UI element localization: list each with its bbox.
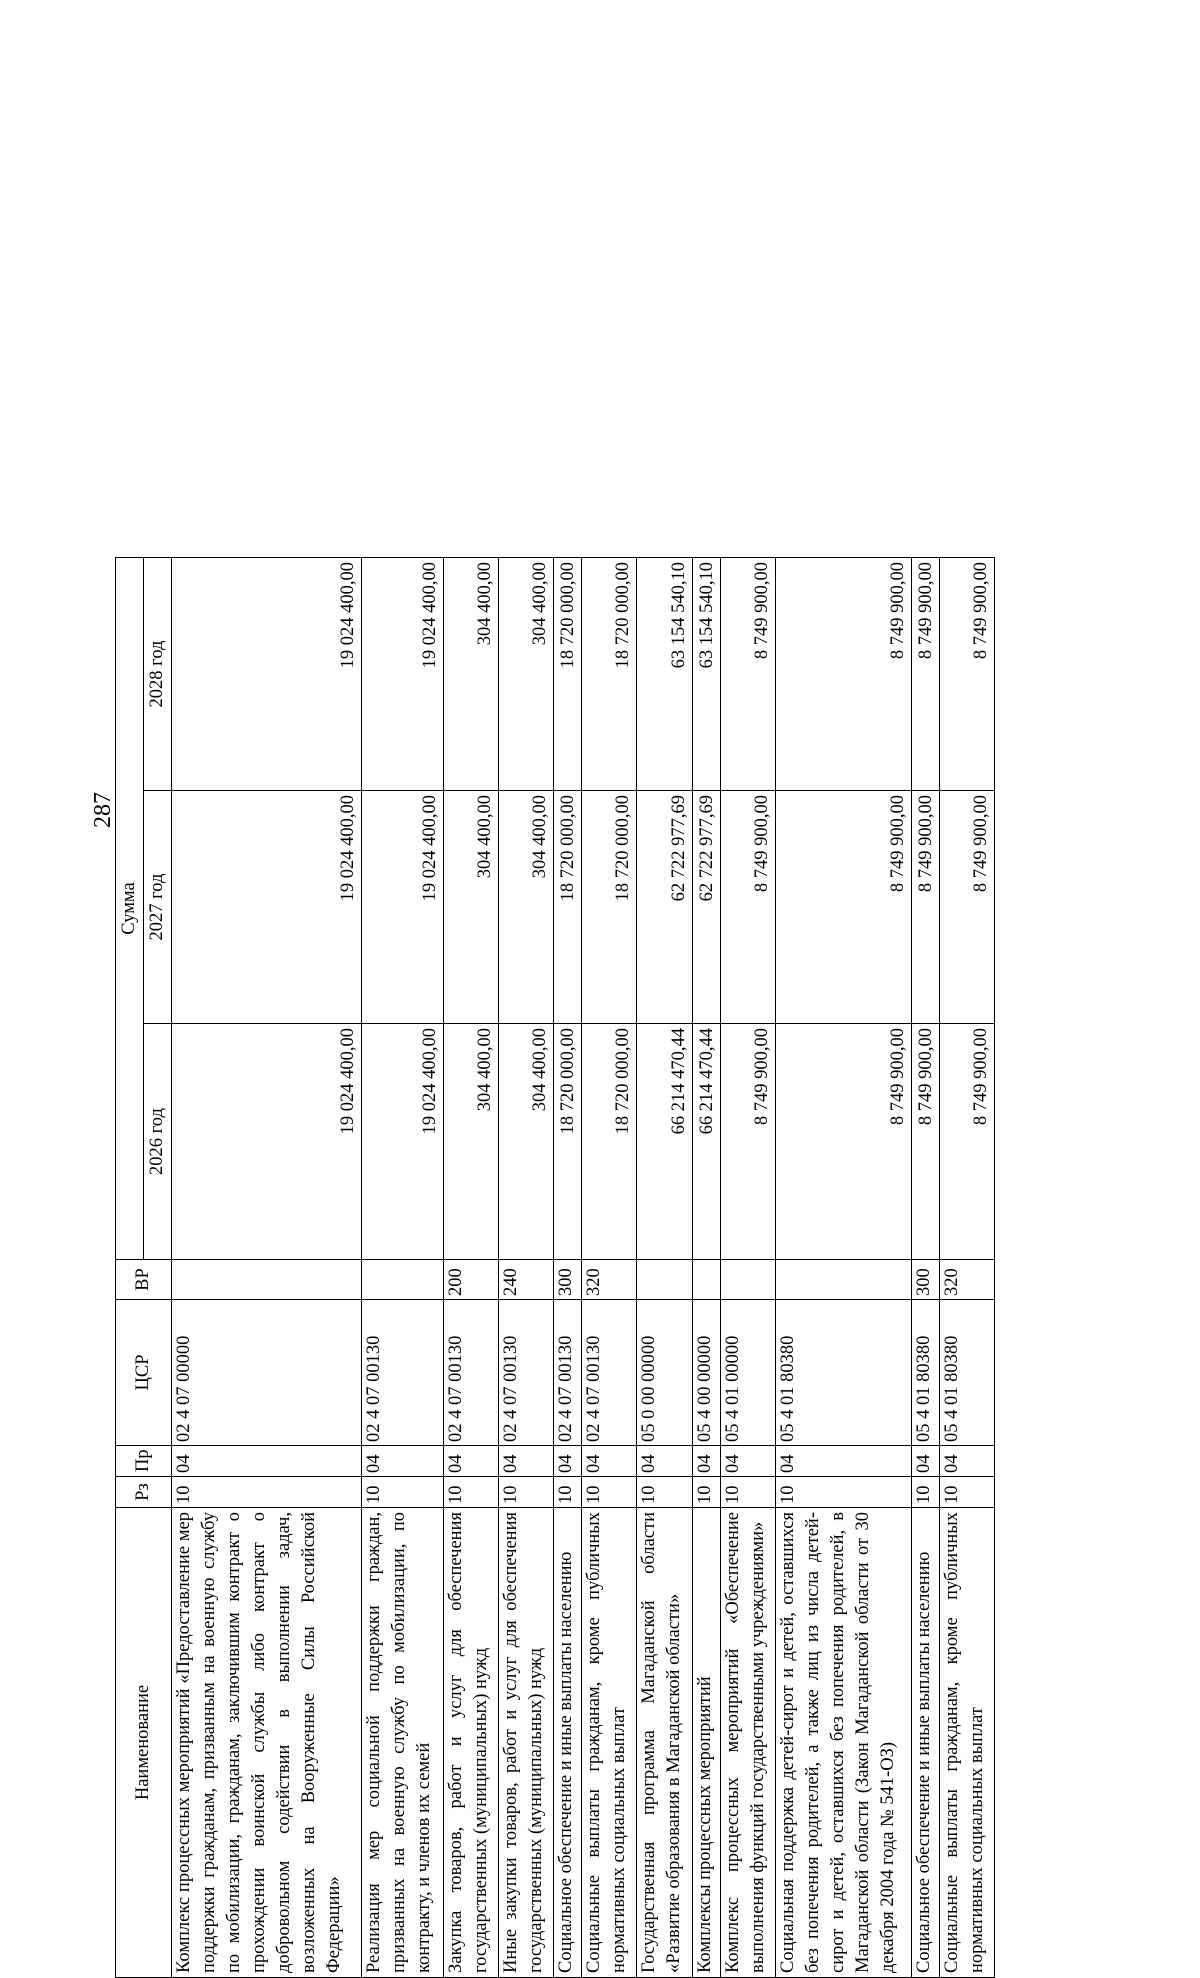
- row-pr: 04: [499, 1446, 554, 1477]
- row-name: Комплексы процессных мероприятий: [692, 1508, 720, 1978]
- table-row: [939, 557, 994, 1977]
- table-row: [911, 557, 939, 1977]
- row-name: Социальное обеспечение и иные выплаты населению: [911, 1508, 939, 1978]
- row-2028: 304 400,00: [444, 557, 499, 790]
- row-csr: 02 4 07 00130: [362, 1300, 444, 1446]
- row-rz: 10: [444, 1477, 499, 1508]
- row-vr: 200: [444, 1260, 499, 1300]
- row-2027: 18 720 000,00: [554, 791, 582, 1024]
- row-pr: 04: [775, 1446, 911, 1477]
- row-pr: 04: [554, 1446, 582, 1477]
- row-2028: 8 749 900,00: [939, 557, 994, 790]
- header-row-1: [116, 557, 144, 1977]
- row-pr: 04: [444, 1446, 499, 1477]
- row-2026: 18 720 000,00: [554, 1024, 582, 1260]
- row-pr: 04: [692, 1446, 720, 1477]
- row-rz: 10: [362, 1477, 444, 1508]
- row-2026: 8 749 900,00: [720, 1024, 775, 1260]
- row-2028: 19 024 400,00: [172, 557, 362, 790]
- row-2028: 18 720 000,00: [554, 557, 582, 790]
- row-csr: 05 4 01 80380: [775, 1300, 911, 1446]
- row-pr: 04: [362, 1446, 444, 1477]
- row-csr: 02 4 07 00130: [444, 1300, 499, 1446]
- row-2026: 66 214 470,44: [637, 1024, 692, 1260]
- col-header-rz: Рз: [116, 1477, 172, 1508]
- table-row: [775, 557, 911, 1977]
- row-rz: 10: [911, 1477, 939, 1508]
- row-2026: 8 749 900,00: [939, 1024, 994, 1260]
- row-csr: 05 4 00 00000: [692, 1300, 720, 1446]
- row-vr: [172, 1260, 362, 1300]
- row-rz: 10: [172, 1477, 362, 1508]
- row-csr: 05 4 01 00000: [720, 1300, 775, 1446]
- col-header-2027: 2027 год: [144, 791, 172, 1024]
- row-rz: 10: [939, 1477, 994, 1508]
- budget-table-container: [115, 558, 995, 1978]
- row-2027: 8 749 900,00: [939, 791, 994, 1024]
- row-2027: 62 722 977,69: [637, 791, 692, 1024]
- row-2026: 8 749 900,00: [911, 1024, 939, 1260]
- row-name: Социальные выплаты гражданам, кроме публичных нормативных социальных выплат: [939, 1508, 994, 1978]
- row-2026: 19 024 400,00: [172, 1024, 362, 1260]
- row-pr: 04: [172, 1446, 362, 1477]
- row-vr: [775, 1260, 911, 1300]
- row-vr: [637, 1260, 692, 1300]
- row-2027: 62 722 977,69: [692, 791, 720, 1024]
- col-header-2026: 2026 год: [144, 1024, 172, 1260]
- row-2027: 18 720 000,00: [582, 791, 637, 1024]
- row-2026: 8 749 900,00: [775, 1024, 911, 1260]
- row-rz: 10: [554, 1477, 582, 1508]
- row-name: Комплекс процессных мероприятий «Обеспечение выполнения функций государственными учреждениями»: [720, 1508, 775, 1978]
- row-csr: 05 4 01 80380: [911, 1300, 939, 1446]
- row-name: Государственная программа Магаданской области «Развитие образования в Магаданской области»: [637, 1508, 692, 1978]
- page-number: 287: [90, 792, 116, 828]
- row-2026: 304 400,00: [499, 1024, 554, 1260]
- row-2028: 63 154 540,10: [637, 557, 692, 790]
- budget-table: [115, 557, 995, 1978]
- row-vr: 240: [499, 1260, 554, 1300]
- row-name: Социальное обеспечение и иные выплаты населению: [554, 1508, 582, 1978]
- row-pr: 04: [637, 1446, 692, 1477]
- row-2028: 8 749 900,00: [775, 557, 911, 790]
- row-2028: 18 720 000,00: [582, 557, 637, 790]
- row-rz: 10: [582, 1477, 637, 1508]
- table-row: [172, 557, 362, 1977]
- row-rz: 10: [720, 1477, 775, 1508]
- row-pr: 04: [720, 1446, 775, 1477]
- row-2028: 19 024 400,00: [362, 557, 444, 790]
- row-2028: 8 749 900,00: [720, 557, 775, 790]
- row-pr: 04: [582, 1446, 637, 1477]
- row-rz: 10: [499, 1477, 554, 1508]
- row-2026: 19 024 400,00: [362, 1024, 444, 1260]
- col-header-name: Наименование: [116, 1508, 172, 1978]
- row-csr: 05 0 00 00000: [637, 1300, 692, 1446]
- row-2028: 63 154 540,10: [692, 557, 720, 790]
- row-2027: 8 749 900,00: [911, 791, 939, 1024]
- row-name: Закупка товаров, работ и услуг для обеспечения государственных (муниципальных) нужд: [444, 1508, 499, 1978]
- row-2027: 304 400,00: [499, 791, 554, 1024]
- col-header-sum: Сумма: [116, 557, 144, 1259]
- row-2026: 66 214 470,44: [692, 1024, 720, 1260]
- row-name: Иные закупки товаров, работ и услуг для обеспечения государственных (муниципальных) нужд: [499, 1508, 554, 1978]
- row-rz: 10: [637, 1477, 692, 1508]
- row-vr: [362, 1260, 444, 1300]
- table-row: [444, 557, 499, 1977]
- table-row: [499, 557, 554, 1977]
- col-header-pr: Пр: [116, 1446, 172, 1477]
- row-rz: 10: [775, 1477, 911, 1508]
- row-csr: 02 4 07 00000: [172, 1300, 362, 1446]
- row-csr: 02 4 07 00130: [554, 1300, 582, 1446]
- row-2027: 8 749 900,00: [775, 791, 911, 1024]
- col-header-vr: ВР: [116, 1260, 172, 1300]
- row-2027: 8 749 900,00: [720, 791, 775, 1024]
- row-vr: 320: [939, 1260, 994, 1300]
- row-csr: 02 4 07 00130: [499, 1300, 554, 1446]
- row-2027: 19 024 400,00: [172, 791, 362, 1024]
- row-vr: [720, 1260, 775, 1300]
- col-header-2028: 2028 год: [144, 557, 172, 790]
- row-vr: 300: [911, 1260, 939, 1300]
- row-vr: [692, 1260, 720, 1300]
- row-name: Социальные выплаты гражданам, кроме публичных нормативных социальных выплат: [582, 1508, 637, 1978]
- row-2027: 304 400,00: [444, 791, 499, 1024]
- row-2026: 18 720 000,00: [582, 1024, 637, 1260]
- row-csr: 05 4 01 80380: [939, 1300, 994, 1446]
- row-2028: 304 400,00: [499, 557, 554, 790]
- row-2028: 8 749 900,00: [911, 557, 939, 790]
- row-2026: 304 400,00: [444, 1024, 499, 1260]
- row-vr: 300: [554, 1260, 582, 1300]
- row-vr: 320: [582, 1260, 637, 1300]
- table-row: [362, 557, 444, 1977]
- table-row: [720, 557, 775, 1977]
- row-rz: 10: [692, 1477, 720, 1508]
- row-name: Реализация мер социальной поддержки граждан, призванных на военную службу по мобилизации, по контракту, и членов их семей: [362, 1508, 444, 1978]
- row-pr: 04: [911, 1446, 939, 1477]
- row-name: Комплекс процессных мероприятий «Предоставление мер поддержки гражданам, призванным на военную службу по мобилизации, гражданам, заключившим контракт о прохождении воинской службы либо контракт о добровольном содействии в выполнении задач, возложенных на Вооруженные Силы Российской Федерации»: [172, 1508, 362, 1978]
- table-row: [692, 557, 720, 1977]
- col-header-csr: ЦСР: [116, 1300, 172, 1446]
- table-row: [637, 557, 692, 1977]
- row-name: Социальная поддержка детей-сирот и детей, оставшихся без попечения родителей, а также лиц из числа детей-сирот и детей, оставшихся без попечения родителей, в Магаданской области (Закон Магаданской области от 30 декабря 2004 года № 541-ОЗ): [775, 1508, 911, 1978]
- row-pr: 04: [939, 1446, 994, 1477]
- row-2027: 19 024 400,00: [362, 791, 444, 1024]
- table-row: [554, 557, 582, 1977]
- table-row: [582, 557, 637, 1977]
- row-csr: 02 4 07 00130: [582, 1300, 637, 1446]
